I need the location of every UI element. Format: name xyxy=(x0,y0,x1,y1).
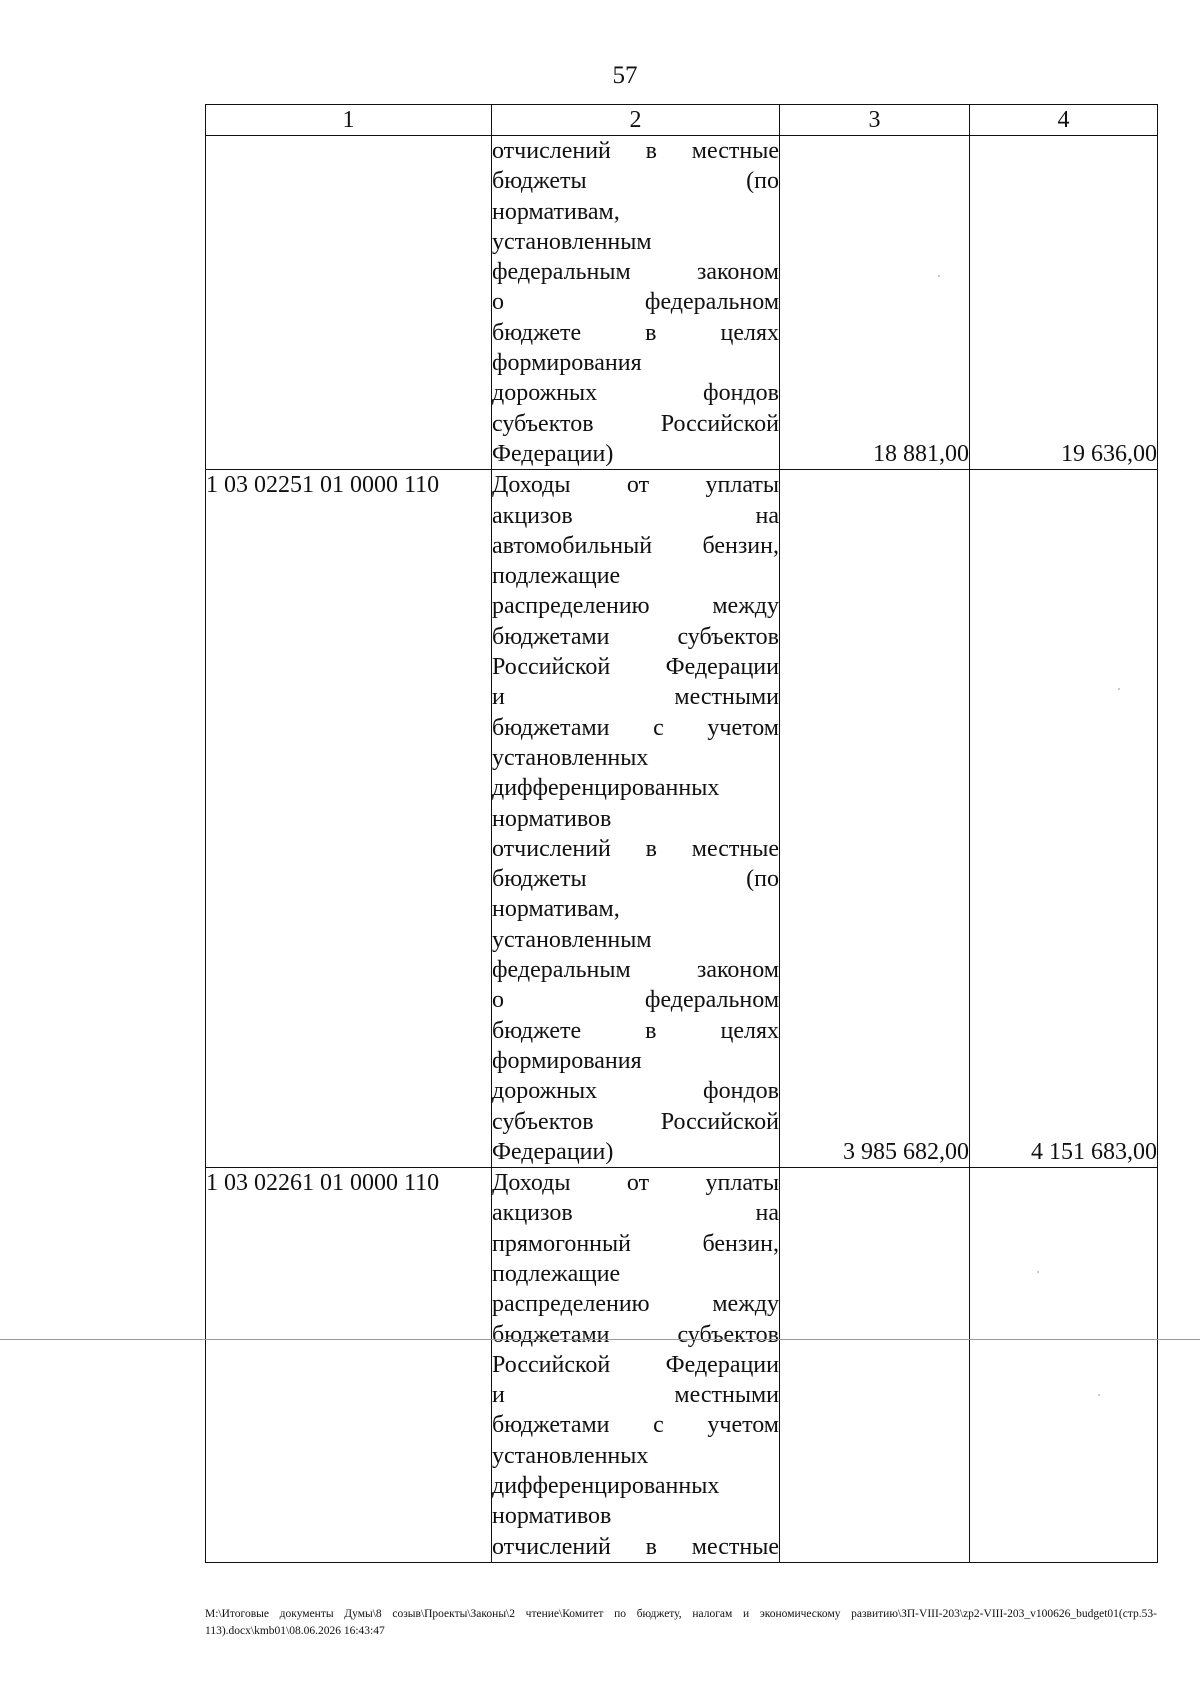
description-line: отчислений в местные xyxy=(492,835,779,862)
description-line: и местными xyxy=(492,1382,779,1409)
amount-column-3: 3 985 682,00 xyxy=(780,470,970,1168)
page-number: 57 xyxy=(612,62,638,89)
amount-column-4: 19 636,00 xyxy=(970,136,1158,470)
description-line: подлежащие xyxy=(492,1260,621,1287)
description-line: акцизов на xyxy=(492,502,779,529)
description-line: отчислений в местные xyxy=(492,1533,779,1560)
description-line: бюджетами субъектов xyxy=(492,623,779,650)
description-line: Доходы от уплаты xyxy=(492,1170,779,1197)
budget-classification-code: 1 03 02261 01 0000 110 xyxy=(206,1168,492,1563)
description-line: бюджеты (по xyxy=(492,866,779,893)
description-line: распределению между xyxy=(492,1291,779,1318)
description-line: федеральным законом xyxy=(492,259,779,286)
description-line: дорожных фондов xyxy=(492,380,779,407)
document-path-footer: М:\Итоговые документы Думы\8 созыв\Проекты\Законы\2 чтение\Комитет по бюджету, налогам и экономическому развитию\ЗП-VIII-203\zp2-VIII-203_v100626_budget01(стр.53-113).docx\kmb01\08.06.2026 16:43:47 xyxy=(205,1608,1157,1637)
description-line: нормативам, xyxy=(492,896,620,923)
table-row xyxy=(206,470,1158,1168)
description-line: установленных xyxy=(492,744,649,771)
table-header-row xyxy=(206,105,1158,136)
description-line: федеральным законом xyxy=(492,957,779,984)
description-line: установленным xyxy=(492,228,652,255)
description-line: Федерации) xyxy=(492,1138,614,1165)
column-header-3: 3 xyxy=(780,105,970,136)
description-line: нормативов xyxy=(492,805,612,832)
description-line: Российской Федерации xyxy=(492,654,779,681)
amount-column-4: 4 151 683,00 xyxy=(970,470,1158,1168)
description-line: бюджете в целях xyxy=(492,319,779,346)
scan-artifact-line xyxy=(0,1339,1200,1340)
amount-column-4 xyxy=(970,1168,1158,1563)
income-description xyxy=(492,470,780,1168)
amount-column-3 xyxy=(780,1168,970,1563)
table-row xyxy=(206,136,1158,470)
description-line: установленным xyxy=(492,926,652,953)
description-line: бюджетами с учетом xyxy=(492,714,779,741)
description-line: нормативов xyxy=(492,1503,612,1530)
budget-classification-code: 1 03 02251 01 0000 110 xyxy=(206,470,492,1168)
description-line: о федеральном xyxy=(492,289,779,316)
description-line: субъектов Российской xyxy=(492,1108,779,1135)
table-body xyxy=(206,136,1158,1563)
description-line: отчислений в местные xyxy=(492,138,779,164)
description-line: установленных xyxy=(492,1442,649,1469)
description-line: акцизов на xyxy=(492,1200,779,1227)
description-line: Российской Федерации xyxy=(492,1351,779,1378)
income-description xyxy=(492,1168,780,1563)
description-line: бюджетами субъектов xyxy=(492,1321,779,1348)
description-line: дорожных фондов xyxy=(492,1078,779,1105)
description-line: дифференцированных xyxy=(492,775,720,802)
description-line: дифференцированных xyxy=(492,1473,720,1500)
scan-speck xyxy=(1098,1394,1100,1396)
income-description xyxy=(492,136,780,470)
description-line: прямогонный бензин, xyxy=(492,1230,779,1257)
table-row xyxy=(206,1168,1158,1563)
column-header-1: 1 xyxy=(206,105,492,136)
budget-table xyxy=(205,104,1158,1563)
description-line: о федеральном xyxy=(492,987,779,1014)
description-line: и местными xyxy=(492,684,779,711)
column-header-2: 2 xyxy=(492,105,780,136)
description-line: субъектов Российской xyxy=(492,410,779,437)
budget-classification-code xyxy=(206,136,492,470)
description-line: бюджетами с учетом xyxy=(492,1412,779,1439)
description-line: распределению между xyxy=(492,593,779,620)
amount-column-3: 18 881,00 xyxy=(780,136,970,470)
column-header-4: 4 xyxy=(970,105,1158,136)
scan-speck xyxy=(938,275,940,277)
scan-speck xyxy=(1037,1271,1039,1273)
description-line: нормативам, xyxy=(492,198,620,225)
description-line: автомобильный бензин, xyxy=(492,532,779,559)
description-line: бюджеты (по xyxy=(492,168,779,195)
description-line: бюджете в целях xyxy=(492,1017,779,1044)
description-line: подлежащие xyxy=(492,563,621,590)
description-line: формирования xyxy=(492,350,642,377)
scan-speck xyxy=(1118,688,1120,690)
description-line: Доходы от уплаты xyxy=(492,472,779,499)
description-line: формирования xyxy=(492,1047,642,1074)
description-line: Федерации) xyxy=(492,440,614,467)
